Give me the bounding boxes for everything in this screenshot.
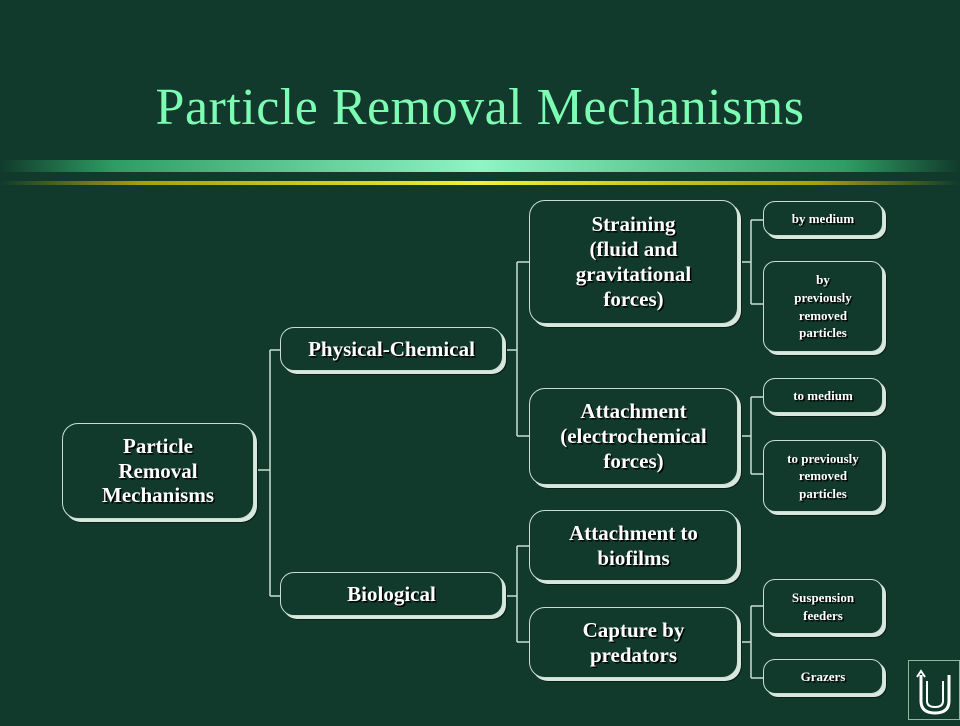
node-to-medium: to medium (763, 378, 883, 413)
connector-straining (741, 220, 763, 304)
node-to-previously-removed: to previously removed particles (763, 440, 883, 512)
node-by-previously-removed: by previously removed particles (763, 261, 883, 352)
connector-attachment (741, 397, 763, 474)
node-attachment: Attachment (electrochemical forces) (529, 388, 738, 485)
slide-title: Particle Removal Mechanisms (155, 79, 805, 136)
node-capture-predators: Capture by predators (529, 607, 738, 678)
node-attachment-biofilms: Attachment to biofilms (529, 510, 738, 581)
connector-capture (741, 606, 763, 678)
return-arrow-icon (909, 661, 960, 721)
node-by-medium: by medium (763, 201, 883, 236)
node-root: Particle Removal Mechanisms (62, 423, 254, 519)
node-grazers: Grazers (763, 659, 883, 694)
connector-biological (505, 546, 529, 642)
node-physical-chemical: Physical-Chemical (280, 327, 503, 371)
return-nav-button[interactable] (908, 660, 960, 720)
connector-root (256, 350, 280, 596)
connector-physical (505, 262, 529, 436)
node-biological: Biological (280, 572, 503, 616)
node-straining: Straining (fluid and gravitational forces) (529, 200, 738, 324)
node-suspension-feeders: Suspension feeders (763, 579, 883, 634)
